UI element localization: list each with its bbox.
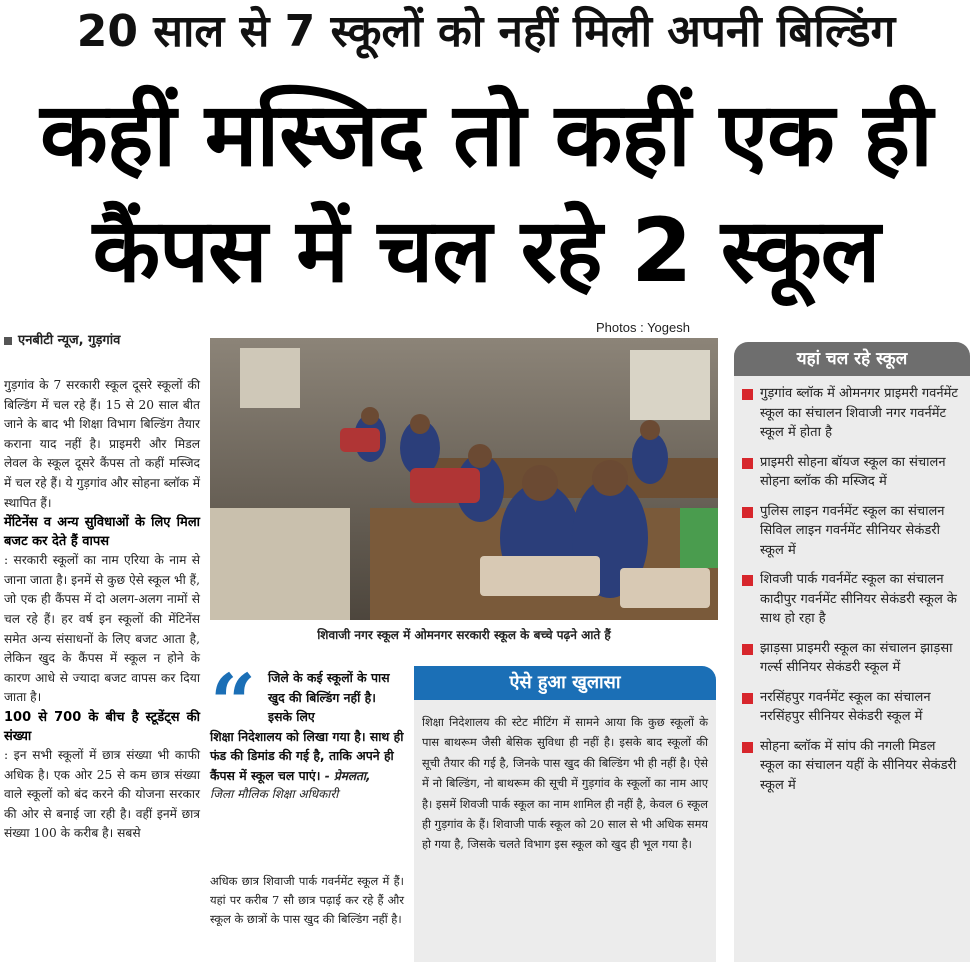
sidebar-item: नरसिंहपुर गवर्नमेंट स्कूल का संचालन नरसिंहपुर सीनियर सेकंडरी स्कूल में [742, 688, 962, 727]
main-headline-line-1: कहीं मस्जिद तो कहीं एक ही [40, 83, 932, 186]
sidebar-item: झाड़सा प्राइमरी स्कूल का संचालन झाड़सा गर्ल्स सीनियर सेकंडरी स्कूल में [742, 639, 962, 678]
red-square-bullet-icon [742, 507, 753, 518]
students-paragraph: : इन सभी स्कूलों में छात्र संख्या भी काफी अधिक है। एक ओर 25 से कम छात्र संख्या वाले स्कूलों को बंद करने की योजना सरकार की ओर से बनाई जा रही है। वहीं इनमें छात्र संख्या 100 के करीब है। सबसे [4, 747, 200, 841]
left-column-article [4, 376, 200, 844]
photo-credit: Photos : Yogesh [596, 320, 690, 335]
red-square-bullet-icon [742, 389, 753, 400]
red-square-bullet-icon [742, 742, 753, 753]
subheading-students: 100 से 700 के बीच है स्टूडेंट्स की संख्या [4, 709, 200, 744]
red-square-bullet-icon [742, 458, 753, 469]
byline-square-icon [4, 337, 12, 345]
byline [4, 330, 120, 348]
classroom-photo [210, 338, 718, 620]
subheading-budget: मेंटिनेंस व अन्य सुविधाओं के लिए मिला बजट कर देते हैं वापस [4, 515, 200, 550]
photo-caption: शिवाजी नगर स्कूल में ओमनगर सरकारी स्कूल के बच्चे पढ़ने आते हैं [317, 628, 611, 642]
quote-rest: शिक्षा निदेशालय को लिखा गया है। साथ ही फंड की डिमांड की गई है, ताकि अपने ही कैंपस में स्कूल चल पाएं। [210, 728, 404, 783]
sidebar-item: गुड़गांव ब्लॉक में ओमनगर प्राइमरी गवर्नमेंट स्कूल का संचालन शिवाजी नगर गवर्नमेंट स्कूल में होता है [742, 384, 962, 443]
kicker-headline: 20 साल से 7 स्कूलों को नहीं मिली अपनी बिल्डिंग [76, 6, 896, 57]
reveal-box-title: ऐसे हुआ खुलासा [414, 666, 716, 700]
sidebar-list [734, 376, 970, 962]
sidebar-item: प्राइमरी सोहना बॉयज स्कूल का संचालन सोहना ब्लॉक की मस्जिद में [742, 453, 962, 492]
byline-text: एनबीटी न्यूज, गुड़गांव [18, 333, 121, 348]
sidebar-item: पुलिस लाइन गवर्नमेंट स्कूल का संचालन सिविल लाइन गवर्नमेंट सीनियर सेकंडरी स्कूल में [742, 502, 962, 561]
quote-lead: जिले के कई स्कूलों के पास खुद की बिल्डिंग नहीं है। इसके लिए [268, 670, 390, 724]
red-square-bullet-icon [742, 575, 753, 586]
red-square-bullet-icon [742, 644, 753, 655]
red-square-bullet-icon [742, 693, 753, 704]
classroom-photo-illustration [210, 338, 718, 620]
main-headline-line-2: कैंपस में चल रहे 2 स्कूल [92, 199, 880, 302]
quote-mark-icon: “ [210, 656, 257, 750]
intro-paragraph: गुड़गांव के 7 सरकारी स्कूल दूसरे स्कूलों की बिल्डिंग में चल रहे हैं। 15 से 20 साल बीत जाने के बाद भी शिक्षा विभाग बिल्डिंग तैयार कराना याद नहीं है। प्राइमरी और मिडल लेवल के स्कूल दूसरे कैंपस तो कहीं मस्जिद में चल रहे हैं। ये गुड़गांव और सोहना ब्लॉक में स्थापित हैं। [4, 378, 200, 510]
quote-designation: जिला मौलिक शिक्षा अधिकारी [210, 787, 339, 801]
reveal-box-body: शिक्षा निदेशालय की स्टेट मीटिंग में सामने आया कि कुछ स्कूलों के पास बाथरूम जैसी बेसिक सुविधा ही नहीं है। इसके बाद स्कूलों की सूची तैयार की गई है, जिनके पास खुद की बिल्डिंग भी ही नहीं है। ऐसे में नो बिल्डिंग, नो बाथरूम की सूची में गुड़गांव के स्कूलों का नाम आए है। इसमें शिवजी पार्क स्कूल का नाम शामिल ही नहीं है, केवल 6 स्कूल ही गुड़गांव के हैं। शिवाजी पार्क स्कूल को 20 साल से भी अधिक समय हो गया है, जिसके चलते विभाग इस स्कूल को खुद ही भूल गया है। [414, 700, 716, 962]
mid-continuation-paragraph: अधिक छात्र शिवाजी पार्क गवर्नमेंट स्कूल में हैं। यहां पर करीब 7 सौ छात्र पढ़ाई कर रहे हैं और स्कूल के छात्रों के पास खुद की बिल्डिंग नहीं है। [210, 874, 404, 926]
sidebar-item: सोहना ब्लॉक में सांप की नगली मिडल स्कूल का संचालन यहीं के सीनियर सेकंडरी स्कूल में [742, 737, 962, 796]
quote-author: - प्रेमलता, [324, 768, 371, 783]
budget-paragraph: : सरकारी स्कूलों का नाम एरिया के नाम से जाना जाता है। इनमें से कुछ ऐसे स्कूल भी हैं, जो एक ही कैंपस में दो अलग-अलग नामों से चल रहे हैं। हर वर्ष इन स्कूलों की मेंटिनेंस समेत अन्य संसाधनों के लिए बजट आता है, लेकिन खुद के कैंपस में स्कूल न होने के कारण आधे से ज्यादा बजट वापस कर दिया जाता है। [4, 553, 200, 705]
sidebar-item: शिवजी पार्क गवर्नमेंट स्कूल का संचालन कादीपुर गवर्नमेंट सीनियर सेकंडरी स्कूल के साथ हो रहा है [742, 570, 962, 629]
pull-quote [210, 656, 404, 803]
sidebar-title: यहां चल रहे स्कूल [734, 342, 970, 376]
